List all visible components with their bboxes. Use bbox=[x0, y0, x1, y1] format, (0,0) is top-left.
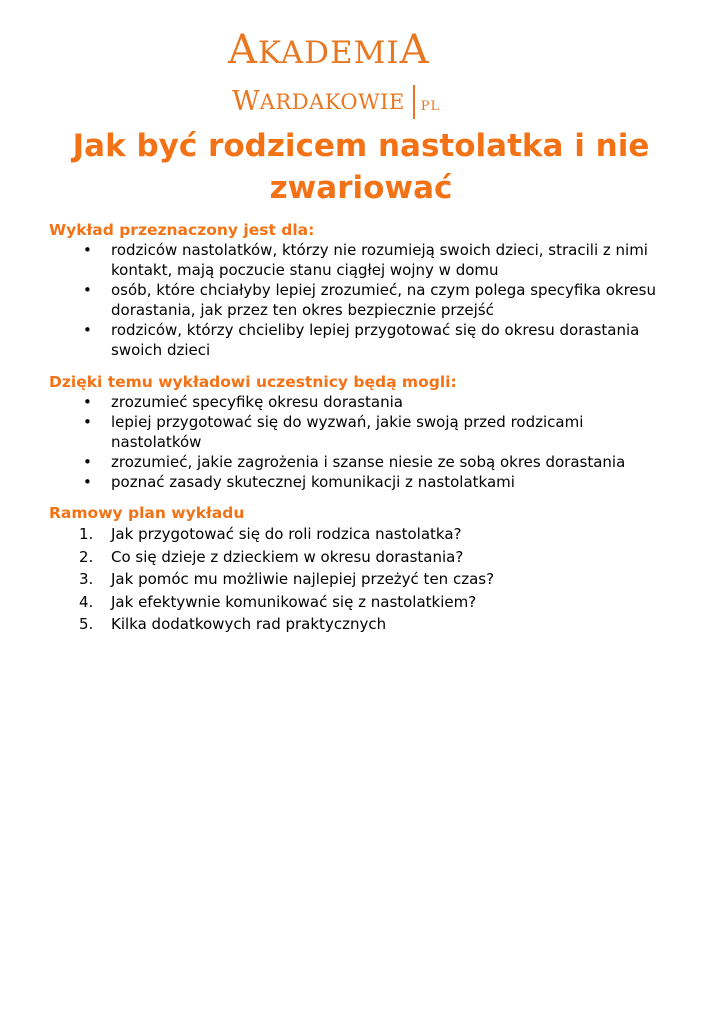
list-item-text: Co się dzieje z dzieckiem w okresu dorastania? bbox=[111, 547, 464, 566]
bullet-icon: • bbox=[83, 393, 92, 411]
section-benefits bbox=[49, 372, 669, 492]
list-item-text: lepiej przygotować się do wyzwań, jakie swoją przed rodzicami nastolatków bbox=[111, 413, 584, 451]
list-item bbox=[49, 523, 669, 546]
list-item-text: Jak pomóc mu możliwie najlepiej przeżyć ten czas? bbox=[111, 570, 495, 588]
spacer bbox=[49, 360, 669, 372]
logo-wardakowie-initial: W bbox=[232, 86, 260, 117]
list-item-text: Kilka dodatkowych rad praktycznych bbox=[111, 615, 387, 633]
bullet-icon: • bbox=[83, 281, 92, 299]
logo-line-akademia bbox=[228, 28, 498, 75]
akademia-wardakowie-logo bbox=[0, 28, 722, 118]
logo-separator bbox=[413, 85, 415, 119]
document-title: Jak być rodzicem nastolatka i nie zwariować bbox=[72, 128, 650, 206]
list-item-text: poznać zasady skutecznej komunikacji z nastolatkami bbox=[111, 473, 515, 491]
list-item bbox=[49, 240, 669, 280]
list-item bbox=[49, 472, 669, 492]
list-item bbox=[49, 412, 669, 452]
list-item-text: zrozumieć, jakie zagrożenia i szanse niesie ze sobą okres dorastania bbox=[111, 453, 626, 471]
bullet-icon: • bbox=[83, 473, 92, 491]
list-item-text: osób, które chciałyby lepiej zrozumieć, na czym polega specyfika okresu dorastania, jak przez ten okres bezpiecznie przejść bbox=[111, 281, 656, 319]
bullet-icon: • bbox=[83, 241, 92, 259]
list-number: 2. bbox=[79, 547, 94, 566]
list-item bbox=[49, 452, 669, 472]
list-number: 4. bbox=[79, 592, 94, 611]
list-item bbox=[49, 568, 669, 591]
list-item-text: rodziców nastolatków, którzy nie rozumieją swoich dzieci, stracili z nimi kontakt, mają poczucie stanu ciągłej wojny w domu bbox=[111, 241, 648, 279]
section-heading-benefits: Dzięki temu wykładowi uczestnicy będą mogli: bbox=[49, 373, 457, 391]
logo-akademia-initial: A bbox=[228, 27, 258, 73]
list-number: 3. bbox=[79, 570, 94, 588]
document-body bbox=[49, 220, 669, 636]
logo-domain-suffix: PL bbox=[420, 99, 441, 114]
logo-wardakowie-rest: ARDAKOWIE bbox=[259, 90, 405, 114]
logo-akademia-middle: KADEMI bbox=[257, 35, 400, 71]
list-item-text: rodziców, którzy chcieliby lepiej przygotować się do okresu dorastania swoich dzieci bbox=[111, 321, 640, 359]
list-item bbox=[49, 591, 669, 614]
lecture-plan-list bbox=[49, 523, 669, 636]
list-item bbox=[49, 613, 669, 636]
list-item bbox=[49, 320, 669, 360]
spacer bbox=[49, 492, 669, 503]
list-item bbox=[49, 546, 669, 569]
logo-line-wardakowie bbox=[232, 80, 440, 124]
section-heading-audience: Wykład przeznaczony jest dla: bbox=[49, 221, 315, 239]
bullet-icon: • bbox=[83, 413, 92, 431]
list-number: 5. bbox=[79, 615, 94, 633]
audience-list bbox=[49, 240, 669, 360]
section-audience bbox=[49, 220, 669, 360]
benefits-list bbox=[49, 392, 669, 492]
list-item-text: Jak efektywnie komunikować się z nastolatkiem? bbox=[111, 592, 477, 611]
section-heading-plan: Ramowy plan wykładu bbox=[49, 504, 245, 522]
section-plan bbox=[49, 503, 669, 636]
list-item-text: Jak przygotować się do roli rodzica nastolatka? bbox=[111, 525, 462, 543]
list-item bbox=[49, 280, 669, 320]
logo-akademia-final: A bbox=[399, 27, 430, 73]
bullet-icon: • bbox=[83, 321, 92, 339]
list-item-text: zrozumieć specyfikę okresu dorastania bbox=[111, 393, 403, 411]
bullet-icon: • bbox=[83, 453, 92, 471]
list-number: 1. bbox=[79, 525, 94, 543]
list-item bbox=[49, 392, 669, 412]
